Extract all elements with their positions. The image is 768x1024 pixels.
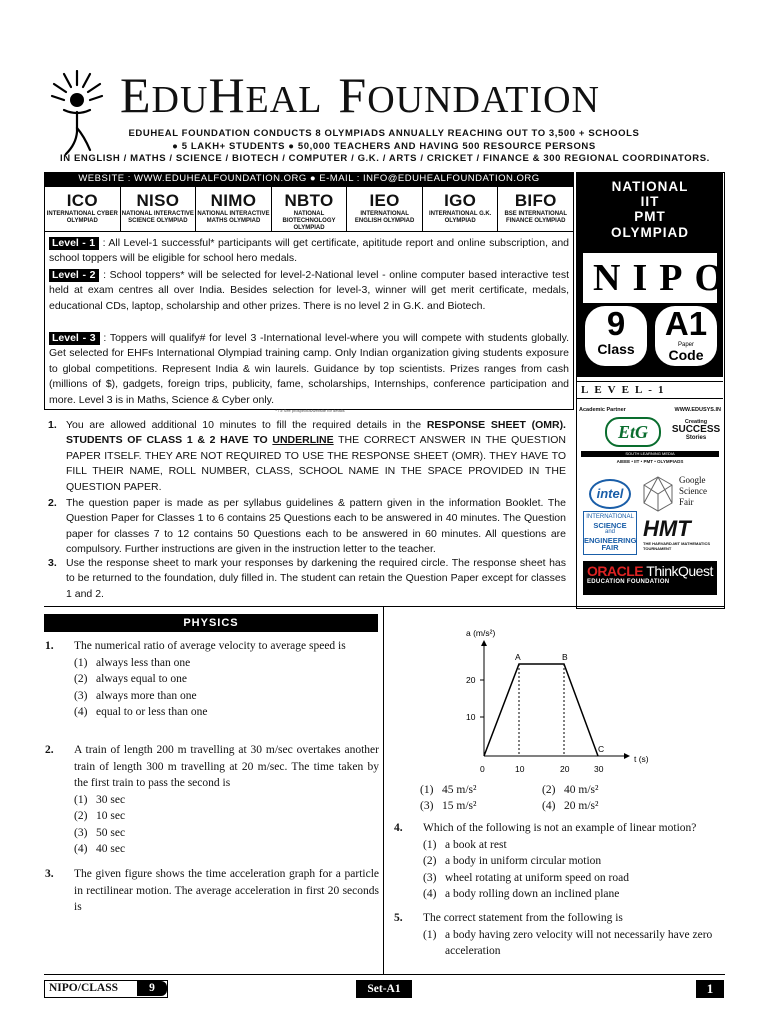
- question-text: A train of length 200 m travelling at 30 m/sec overtakes another train of length 300 m travelling at 20 m/sec. The time taken by the first train to pass the second is: [74, 744, 379, 789]
- column-divider: [383, 606, 384, 974]
- answer-option[interactable]: (3) wheel rotating at uniform speed on road: [423, 871, 629, 884]
- olympiad-item: BIFO BSE INTERNATIONAL FINANCE OLYMPIAD: [504, 191, 568, 224]
- answer-option[interactable]: (1) 45 m/s²: [420, 784, 477, 796]
- website-bar: WEBSITE : WWW.EDUHEALFOUNDATION.ORG ● E-MAIL : INFO@EDUHEALFOUNDATION.ORG: [44, 172, 574, 186]
- sidebar: [576, 172, 736, 609]
- etg-logo: EtG: [605, 417, 661, 447]
- graph-line: [484, 664, 598, 756]
- answer-option[interactable]: (1) always less than one: [74, 656, 191, 669]
- answer-option[interactable]: (2) 40 m/s²: [542, 784, 599, 796]
- answer-option[interactable]: (2) a body in uniform circular motion: [423, 855, 602, 867]
- graph-x-tick: 10: [515, 764, 525, 774]
- answer-option[interactable]: (2) always equal to one: [74, 673, 188, 685]
- tagline-line-1: EDUHEAL FOUNDATION CONDUCTS 8 OLYMPIADS ANNUALLY REACHING OUT TO 3,500 + SCHOOLS: [128, 128, 640, 139]
- paper-code-badge: A1 Paper Code: [655, 306, 717, 366]
- answer-option[interactable]: (1) a body having zero velocity will not necessarily have zero acceleration: [423, 928, 713, 957]
- graph-x-tick: 0: [480, 764, 485, 774]
- graph-x-tick: 30: [594, 764, 604, 774]
- graph-y-tick: 20: [466, 675, 476, 685]
- question-5: 5. The correct statement from the following is (1) a body having zero velocity will not necessarily have zero acceleration: [394, 910, 724, 960]
- question-text: The given figure shows the time acceleration graph for a particle in rectilinear motion. The average acceleration in first 20 seconds is: [74, 868, 379, 913]
- answer-option[interactable]: (1) a book at rest: [423, 838, 507, 851]
- question-3-options-row-1: [420, 782, 599, 798]
- level-2-description: Level - 2 : School toppers* will be selected for level-2-National level - online computer based interactive test held at exam centres all over India. Besides selection for level-3, winner will get merit certificate, medals, educational CDs, laptop, scholarship and other prizes. There is no level 2 in G.K. and Biotech.: [49, 269, 569, 312]
- olympiad-item: ICO INTERNATIONAL CYBER OLYMPIAD: [45, 187, 121, 231]
- answer-option[interactable]: (4) 20 m/s²: [542, 800, 599, 812]
- footer-class-label: NIPO/CLASS 9: [44, 980, 168, 998]
- olympiad-item: IGO INTERNATIONAL G.K. OLYMPIAD: [423, 187, 499, 231]
- academic-partner: Academic Partner WWW.EDUSYS.IN EtG Creating SUCCESS Stories SOUTH LEARNING MEDIA AIEEE • IIT • PMT • OLYMPIADS: [579, 407, 721, 464]
- graph-y-tick: 10: [466, 712, 476, 722]
- acceleration-time-graph: [440, 624, 680, 780]
- graph-x-tick: 20: [560, 764, 570, 774]
- question-text: The correct statement from the following is: [423, 912, 623, 924]
- olympiad-list: [44, 186, 574, 232]
- isef-logo: INTERNATIONAL SCIENCE and ENGINEERING FAIR: [583, 511, 637, 555]
- question-4: 4. Which of the following is not an example of linear motion? (1) a book at rest (2) a body in uniform circular motion (3) wheel rotating at uniform speed on road (4) a body rolling down an inclined plane: [394, 820, 724, 903]
- graph-point-label: A: [515, 652, 521, 662]
- level-tag: Level - 3: [49, 332, 100, 345]
- intel-logo: intel: [589, 479, 631, 509]
- question-text: Which of the following is not an example of linear motion?: [423, 822, 697, 834]
- answer-option[interactable]: (4) equal to or less than one: [74, 706, 208, 718]
- levels-box: [44, 232, 574, 413]
- answer-option[interactable]: (3) 50 sec: [74, 826, 126, 839]
- page-number: 1: [696, 980, 724, 998]
- olympiad-item: NIMO NATIONAL INTERACTIVE MATHS OLYMPIAD: [196, 187, 272, 231]
- question-3: 3. The given figure shows the time acceleration graph for a particle in rectilinear motion. The average acceleration in first 20 seconds is: [45, 866, 379, 916]
- question-1: 1. The numerical ratio of average velocity to average speed is (1) always less than one (2) always equal to one (3) always more than one (4) equal to or less than one: [45, 638, 379, 721]
- answer-option[interactable]: (3) always more than one: [74, 689, 197, 702]
- sidebar-title: PMT: [634, 209, 666, 224]
- level-tag: Level - 2: [49, 269, 99, 282]
- sidebar-title: OLYMPIAD: [610, 225, 689, 240]
- graph-point-label: B: [562, 652, 568, 662]
- graph-x-label: t (s): [634, 754, 649, 764]
- answer-option[interactable]: (3) 15 m/s²: [420, 800, 477, 812]
- instruction-1: 1. You are allowed additional 10 minutes to fill the required details in the RESPONSE SHEET (OMR). STUDENTS OF CLASS 1 & 2 HAVE TO UNDERLINE THE CORRECT ANSWER IN THE QUESTION PAPER ITSELF. THEY ARE NOT REQUIRED TO USE THE RESPONSE SHEET (OMR). THEY HAVE TO FILL THEIR NAME, ROLL NUMBER, CLASS, SCHOOL NAME IN THE SPACE PROVIDED IN THE QUESTION PAPER.: [48, 419, 567, 493]
- class-badge: 9 Class: [585, 306, 647, 366]
- tagline-line-3: IN ENGLISH / MATHS / SCIENCE / BIOTECH / COMPUTER / G.K. / ARTS / CRICKET / FINANCE & 300 REGIONAL COORDINATORS.: [60, 153, 710, 164]
- physics-heading: PHYSICS: [44, 614, 378, 632]
- answer-option[interactable]: (2) 10 sec: [74, 810, 126, 822]
- partner-bar: SOUTH LEARNING MEDIA: [581, 451, 719, 457]
- question-3-options-row-2: [420, 798, 599, 814]
- tagline-line-2: ● 5 LAKH+ STUDENTS ● 50,000 TEACHERS AND HAVING 500 RESOURCE PERSONS: [172, 141, 596, 152]
- instruction-2: 2. The question paper is made as per syllabus guidelines & pattern given in the information Booklet. The Question Paper for Classes 1 to 6 contains 25 Questions each to be answered in 40 minutes. The Question paper for classes 7 to 12 contains 50 Questions each to be answered in 60 minutes. All questions are compulsory. Further instructions are given in the instruction letter to the teacher.: [48, 497, 566, 556]
- question-2: 2. A train of length 200 m travelling at 30 m/sec overtakes another train of length 300 m travelling at 20 m/sec. The time taken by the first train to pass the second is (1) 30 sec (2) 10 sec (3) 50 sec (4) 40 sec: [45, 742, 379, 858]
- level-indicator: LEVEL-1: [577, 381, 723, 399]
- levels-footnote: * / # See prospectus/website for details: [275, 408, 345, 413]
- nipo-code: NIPO: [583, 253, 717, 303]
- footer-divider: [44, 974, 725, 975]
- olympiad-item: NISO NATIONAL INTERACTIVE SCIENCE OLYMPIAD: [121, 187, 197, 231]
- level-3-description: Level - 3 : Toppers will qualify# for level 3 -International level-where you will compete with students globally. Get selected for EHFs International Olympiad training camp. Only Indian organization giving students exposure to global competitions. Represent India & win laurels. Guidance by top scientists. Prizes ranges from cash (millions of $), gadgets, foreign trips, publicity, fame, scholarships, Internships, conference participation and more. Level 3 is in Maths, Science & Cyber only.: [49, 332, 570, 406]
- nipo-panel: [577, 173, 736, 377]
- level-1-description: Level - 1 : All Level-1 successful* participants will get certificate, apititude report and online subscription, and school toppers will be eligible for school hero medals.: [49, 237, 569, 265]
- question-text: The numerical ratio of average velocity to average speed is: [74, 640, 346, 652]
- sidebar-title: NATIONAL: [611, 179, 689, 194]
- olympiad-item: IEO INTERNATIONAL ENGLISH OLYMPIAD: [347, 187, 423, 231]
- google-science-fair-logo: Google Science Fair: [641, 475, 721, 517]
- partner-exams: AIEEE • IIT • PMT • OLYMPIADS: [616, 459, 684, 464]
- oracle-thinkquest-logo: ORACLE ThinkQuest EDUCATION FOUNDATION: [583, 561, 717, 595]
- answer-option[interactable]: (4) a body rolling down an inclined plane: [423, 888, 620, 900]
- footer-set-label: Set-A1: [356, 980, 412, 998]
- graph-y-label: a (m/s²): [466, 628, 496, 638]
- section-divider: [44, 606, 725, 607]
- answer-option[interactable]: (1) 30 sec: [74, 793, 126, 806]
- instruction-3: 3. Use the response sheet to mark your responses by darkening the required circle. The response sheet has to be returned to the foundation, duly filled in. The student can retain the Question Paper except for classes 1 and 2.: [48, 557, 566, 600]
- olympiad-item: NBTO NATIONAL BIOTECHNOLOGY OLYMPIAD: [272, 187, 348, 231]
- hmt-logo: HMT THE HARVARD-MIT MATHEMATICS TOURNAMENT: [643, 516, 711, 551]
- level-tag: Level - 1: [49, 237, 99, 250]
- answer-option[interactable]: (4) 40 sec: [74, 843, 126, 855]
- footer-class-number: 9: [137, 981, 167, 996]
- graph-point-label: C: [598, 744, 605, 754]
- geodesic-icon: [641, 475, 675, 513]
- brand-title: EDUHEAL FOUNDATION: [120, 67, 600, 123]
- sidebar-title: IIT: [640, 194, 660, 209]
- creating-success-text: Creating SUCCESS Stories: [671, 419, 721, 441]
